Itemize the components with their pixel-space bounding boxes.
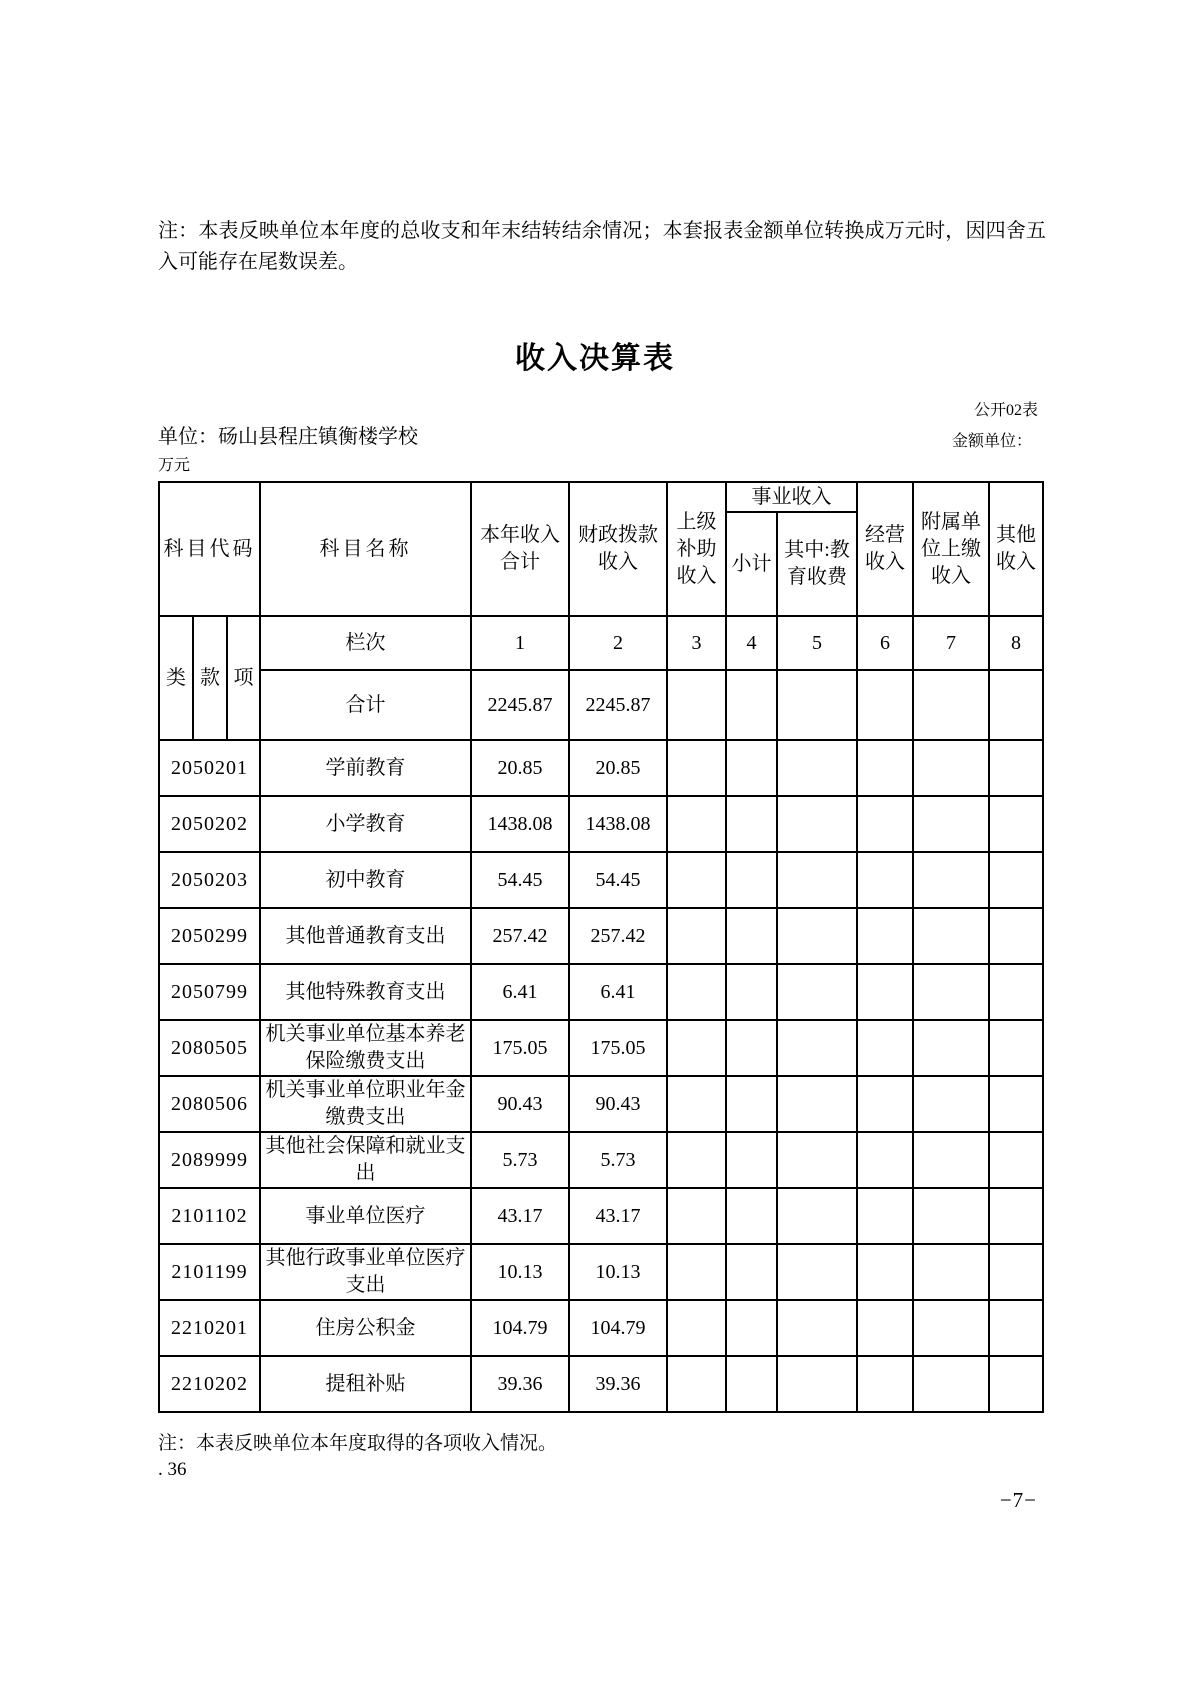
other-income-cell — [989, 1076, 1043, 1132]
affiliated-units-cell — [913, 852, 989, 908]
form-code: 公开02表 — [973, 402, 1038, 419]
header-affiliated-units: 附属单位上缴收入 — [913, 482, 989, 616]
header-subject-name: 科目名称 — [260, 482, 471, 616]
header-annual-total: 本年收入合计 — [471, 482, 569, 616]
operating-income-cell — [857, 1132, 913, 1188]
report-explanation-note: 注：本表反映单位本年度的总收支和年末结转结余情况；本套报表金额单位转换成万元时，因四舍五入可能存在尾数误差。 — [158, 220, 1046, 273]
subject-code-cell: 2050203 — [159, 852, 260, 908]
header-business-subtotal: 小计 — [726, 512, 777, 616]
superior-subsidy-cell — [667, 964, 726, 1020]
superior-subsidy-cell — [667, 1132, 726, 1188]
affiliated-units-cell — [913, 1188, 989, 1244]
annual-total-cell: 10.13 — [471, 1244, 569, 1300]
table-row — [159, 1132, 1043, 1188]
subject-name-cell: 其他社会保障和就业支出 — [260, 1132, 471, 1188]
affiliated-units-cell — [913, 1244, 989, 1300]
page-title: 收入决算表 — [515, 342, 675, 375]
column-number-1: 1 — [471, 616, 569, 670]
affiliated-units-cell — [913, 1356, 989, 1412]
total-annual-cell: 2245.87 — [471, 670, 569, 740]
affiliated-units-cell — [913, 796, 989, 852]
superior-subsidy-cell — [667, 740, 726, 796]
table-row — [159, 908, 1043, 964]
fiscal-allocation-cell: 6.41 — [569, 964, 667, 1020]
education-fees-cell — [777, 964, 857, 1020]
affiliated-units-cell — [913, 1300, 989, 1356]
column-number-row — [159, 616, 1043, 670]
page-number: −7− — [999, 1488, 1037, 1512]
subject-code-cell: 2050299 — [159, 908, 260, 964]
header-superior-subsidy: 上级补助收入 — [667, 482, 726, 616]
subject-code-cell: 2050201 — [159, 740, 260, 796]
operating-income-cell — [857, 1300, 913, 1356]
superior-subsidy-cell — [667, 1300, 726, 1356]
unit-name: 单位：砀山县程庄镇衡楼学校 — [158, 426, 418, 448]
fiscal-allocation-cell: 90.43 — [569, 1076, 667, 1132]
table-row — [159, 852, 1043, 908]
column-number-5: 5 — [777, 616, 857, 670]
fiscal-allocation-cell: 175.05 — [569, 1020, 667, 1076]
amount-unit-value: 万元 — [158, 457, 191, 474]
annual-total-cell: 39.36 — [471, 1356, 569, 1412]
subject-code-cell: 2050202 — [159, 796, 260, 852]
annual-total-cell: 175.05 — [471, 1020, 569, 1076]
other-income-cell — [989, 1244, 1043, 1300]
superior-subsidy-cell — [667, 1244, 726, 1300]
operating-income-cell — [857, 908, 913, 964]
income-statement-table — [158, 481, 1044, 1413]
fiscal-allocation-cell: 104.79 — [569, 1300, 667, 1356]
column-number-4: 4 — [726, 616, 777, 670]
subject-name-cell: 初中教育 — [260, 852, 471, 908]
other-income-cell — [989, 1300, 1043, 1356]
education-fees-cell — [777, 1356, 857, 1412]
total-row — [159, 670, 1043, 740]
total-operating-cell — [857, 670, 913, 740]
business-subtotal-cell — [726, 1244, 777, 1300]
column-number-2: 2 — [569, 616, 667, 670]
subject-name-cell: 事业单位医疗 — [260, 1188, 471, 1244]
subject-name-cell: 其他特殊教育支出 — [260, 964, 471, 1020]
total-fiscal-cell: 2245.87 — [569, 670, 667, 740]
education-fees-cell — [777, 1020, 857, 1076]
subject-code-cell: 2210201 — [159, 1300, 260, 1356]
superior-subsidy-cell — [667, 908, 726, 964]
other-income-cell — [989, 1020, 1043, 1076]
business-subtotal-cell — [726, 908, 777, 964]
business-subtotal-cell — [726, 964, 777, 1020]
subject-code-cell: 2050799 — [159, 964, 260, 1020]
annual-total-cell: 20.85 — [471, 740, 569, 796]
operating-income-cell — [857, 1244, 913, 1300]
subject-name-cell: 机关事业单位基本养老保险缴费支出 — [260, 1020, 471, 1076]
other-income-cell — [989, 852, 1043, 908]
other-income-cell — [989, 796, 1043, 852]
total-superior-cell — [667, 670, 726, 740]
other-income-cell — [989, 908, 1043, 964]
operating-income-cell — [857, 1356, 913, 1412]
operating-income-cell — [857, 1076, 913, 1132]
other-income-cell — [989, 1132, 1043, 1188]
superior-subsidy-cell — [667, 1188, 726, 1244]
affiliated-units-cell — [913, 1076, 989, 1132]
operating-income-cell — [857, 964, 913, 1020]
fiscal-allocation-cell: 5.73 — [569, 1132, 667, 1188]
table-row — [159, 1244, 1043, 1300]
table-row — [159, 740, 1043, 796]
education-fees-cell — [777, 1300, 857, 1356]
header-row-top — [159, 482, 1043, 512]
subject-name-cell: 其他行政事业单位医疗支出 — [260, 1244, 471, 1300]
superior-subsidy-cell — [667, 1020, 726, 1076]
affiliated-units-cell — [913, 908, 989, 964]
other-income-cell — [989, 740, 1043, 796]
superior-subsidy-cell — [667, 852, 726, 908]
header-item: 项 — [227, 616, 260, 740]
table-row — [159, 1020, 1043, 1076]
business-subtotal-cell — [726, 740, 777, 796]
subject-code-cell: 2080505 — [159, 1020, 260, 1076]
header-operating-income: 经营收入 — [857, 482, 913, 616]
total-subtotal-cell — [726, 670, 777, 740]
subject-code-cell: 2210202 — [159, 1356, 260, 1412]
fiscal-allocation-cell: 10.13 — [569, 1244, 667, 1300]
table-row — [159, 1356, 1043, 1412]
education-fees-cell — [777, 1188, 857, 1244]
business-subtotal-cell — [726, 852, 777, 908]
amount-unit-label: 金额单位： — [951, 433, 1032, 450]
subject-name-cell: 机关事业单位职业年金缴费支出 — [260, 1076, 471, 1132]
business-subtotal-cell — [726, 1020, 777, 1076]
stray-text-fragment: . 36 — [158, 1459, 187, 1480]
education-fees-cell — [777, 796, 857, 852]
other-income-cell — [989, 964, 1043, 1020]
subject-code-cell: 2089999 — [159, 1132, 260, 1188]
superior-subsidy-cell — [667, 1076, 726, 1132]
header-fiscal-allocation: 财政拨款收入 — [569, 482, 667, 616]
operating-income-cell — [857, 1188, 913, 1244]
table-row — [159, 1188, 1043, 1244]
header-subject-code: 科目代码 — [159, 482, 260, 616]
annual-total-cell: 257.42 — [471, 908, 569, 964]
column-number-8: 8 — [989, 616, 1043, 670]
subject-name-cell: 小学教育 — [260, 796, 471, 852]
business-subtotal-cell — [726, 1132, 777, 1188]
affiliated-units-cell — [913, 740, 989, 796]
superior-subsidy-cell — [667, 1356, 726, 1412]
operating-income-cell — [857, 796, 913, 852]
table-row — [159, 964, 1043, 1020]
header-section: 款 — [193, 616, 227, 740]
business-subtotal-cell — [726, 1356, 777, 1412]
education-fees-cell — [777, 1244, 857, 1300]
column-number-6: 6 — [857, 616, 913, 670]
total-label-cell: 合计 — [260, 670, 471, 740]
other-income-cell — [989, 1356, 1043, 1412]
annual-total-cell: 90.43 — [471, 1076, 569, 1132]
education-fees-cell — [777, 852, 857, 908]
annual-total-cell: 43.17 — [471, 1188, 569, 1244]
total-other-cell — [989, 670, 1043, 740]
subject-code-cell: 2080506 — [159, 1076, 260, 1132]
fiscal-allocation-cell: 1438.08 — [569, 796, 667, 852]
operating-income-cell — [857, 1020, 913, 1076]
business-subtotal-cell — [726, 1076, 777, 1132]
education-fees-cell — [777, 1132, 857, 1188]
fiscal-allocation-cell: 257.42 — [569, 908, 667, 964]
business-subtotal-cell — [726, 796, 777, 852]
superior-subsidy-cell — [667, 796, 726, 852]
table-row — [159, 796, 1043, 852]
fiscal-allocation-cell: 39.36 — [569, 1356, 667, 1412]
column-number-7: 7 — [913, 616, 989, 670]
subject-code-cell: 2101102 — [159, 1188, 260, 1244]
other-income-cell — [989, 1188, 1043, 1244]
annual-total-cell: 54.45 — [471, 852, 569, 908]
operating-income-cell — [857, 740, 913, 796]
affiliated-units-cell — [913, 1132, 989, 1188]
education-fees-cell — [777, 740, 857, 796]
header-business-income-group: 事业收入 — [726, 482, 857, 512]
affiliated-units-cell — [913, 1020, 989, 1076]
affiliated-units-cell — [913, 964, 989, 1020]
column-row-label: 栏次 — [260, 616, 471, 670]
subject-name-cell: 学前教育 — [260, 740, 471, 796]
subject-code-cell: 2101199 — [159, 1244, 260, 1300]
subject-name-cell: 住房公积金 — [260, 1300, 471, 1356]
education-fees-cell — [777, 908, 857, 964]
header-other-income: 其他收入 — [989, 482, 1043, 616]
annual-total-cell: 1438.08 — [471, 796, 569, 852]
total-affiliated-cell — [913, 670, 989, 740]
table-row — [159, 1300, 1043, 1356]
column-number-3: 3 — [667, 616, 726, 670]
education-fees-cell — [777, 1076, 857, 1132]
business-subtotal-cell — [726, 1300, 777, 1356]
operating-income-cell — [857, 852, 913, 908]
annual-total-cell: 104.79 — [471, 1300, 569, 1356]
subject-name-cell: 提租补贴 — [260, 1356, 471, 1412]
subject-name-cell: 其他普通教育支出 — [260, 908, 471, 964]
table-row — [159, 1076, 1043, 1132]
header-education-fees: 其中:教育收费 — [777, 512, 857, 616]
total-edufees-cell — [777, 670, 857, 740]
header-class: 类 — [159, 616, 193, 740]
annual-total-cell: 5.73 — [471, 1132, 569, 1188]
annual-total-cell: 6.41 — [471, 964, 569, 1020]
fiscal-allocation-cell: 54.45 — [569, 852, 667, 908]
fiscal-allocation-cell: 20.85 — [569, 740, 667, 796]
table-footnote: 注：本表反映单位本年度取得的各项收入情况。 — [158, 1433, 558, 1454]
fiscal-allocation-cell: 43.17 — [569, 1188, 667, 1244]
business-subtotal-cell — [726, 1188, 777, 1244]
